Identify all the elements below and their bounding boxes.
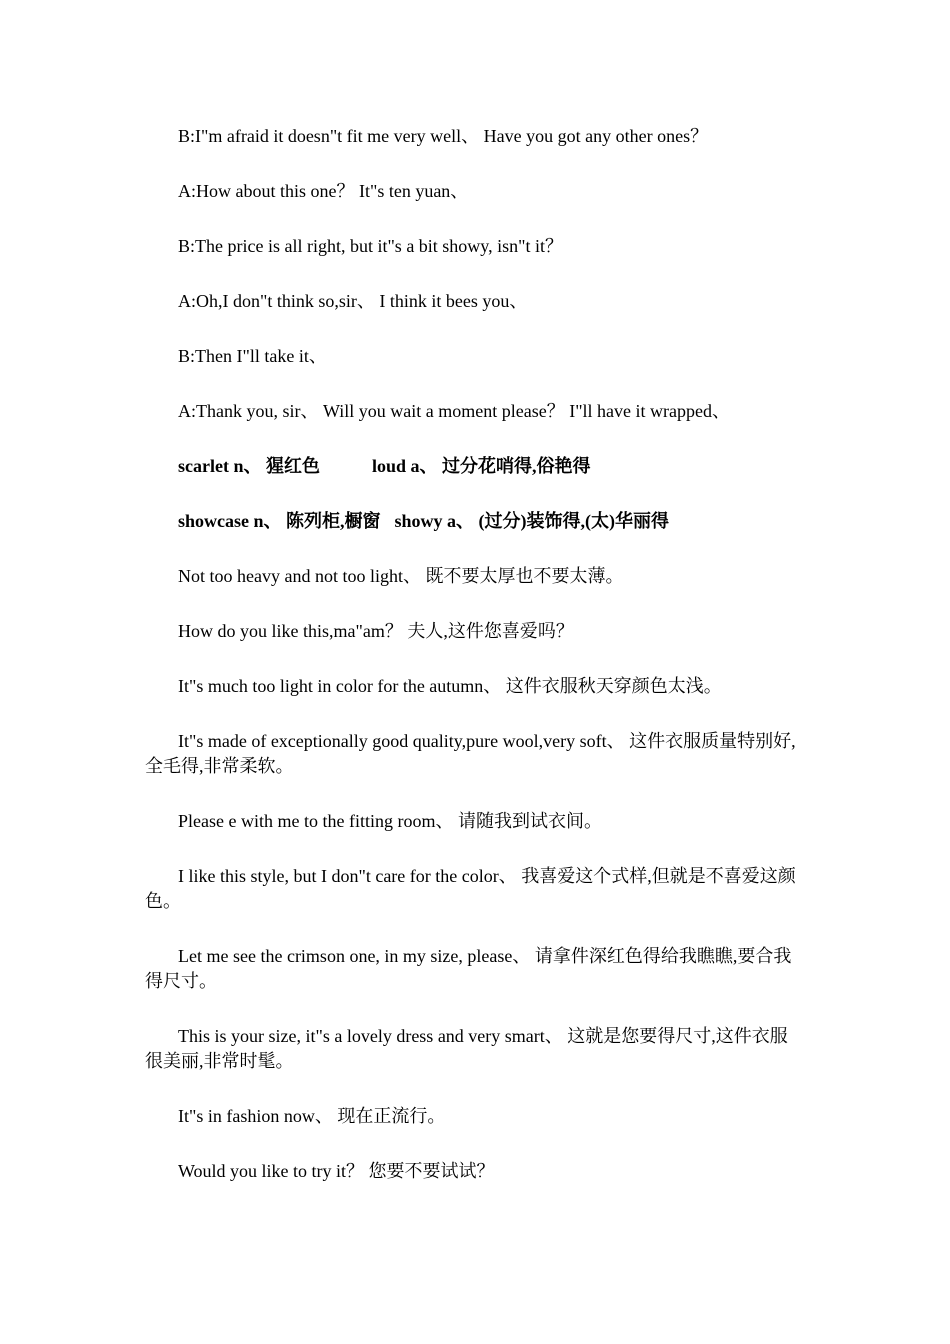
phrase-line: Not too heavy and not too light、 既不要太厚也不要太薄。 <box>178 566 624 586</box>
phrase-line: It"s much too light in color for the autumn、 这件衣服秋天穿颜色太浅。 <box>178 676 722 696</box>
vocab-line <box>145 454 800 479</box>
vocab-term: scarlet n、 猩红色 <box>178 456 320 476</box>
dialogue-line: A:Thank you, sir、 Will you wait a moment please？ I"ll have it wrapped、 <box>178 401 730 421</box>
phrase-line: It"s made of exceptionally good quality,pure wool,very soft、 这件衣服质量特别好,全毛得,非常柔软。 <box>145 731 796 776</box>
vocab-term: loud a、 过分花哨得,俗艳得 <box>371 456 591 476</box>
phrase-line: Let me see the crimson one, in my size, please、 请拿件深红色得给我瞧瞧,要合我得尺寸。 <box>145 946 792 991</box>
phrase-line: Would you like to try it？ 您要不要试试？ <box>178 1161 495 1181</box>
vocab-line <box>145 509 800 534</box>
dialogue-line: A:How about this one？ It"s ten yuan、 <box>178 181 469 201</box>
phrase-line: I like this style, but I don"t care for the color、 我喜爱这个式样,但就是不喜爱这颜色。 <box>145 866 796 911</box>
phrase-line: Please e with me to the fitting room、 请随我到试衣间。 <box>178 811 602 831</box>
dialogue-line: A:Oh,I don"t think so,sir、 I think it bees you、 <box>178 291 528 311</box>
phrase-line: This is your size, it"s a lovely dress and very smart、 这就是您要得尺寸,这件衣服很美丽,非常时髦。 <box>145 1026 788 1071</box>
dialogue-line: B:Then I"ll take it、 <box>178 346 327 366</box>
vocab-term: showy a、 (过分)装饰得,(太)华丽得 <box>394 511 670 531</box>
vocab-term: showcase n、 陈列柜,橱窗 <box>178 511 381 531</box>
phrase-line: How do you like this,ma"am？ 夫人,这件您喜爱吗？ <box>178 621 574 641</box>
dialogue-line: B:I"m afraid it doesn"t fit me very well、 Have you got any other ones？ <box>178 126 709 146</box>
document-page <box>145 124 800 1214</box>
dialogue-line: B:The price is all right, but it"s a bit showy, isn"t it？ <box>178 236 563 256</box>
phrase-line: It"s in fashion now、 现在正流行。 <box>178 1106 446 1126</box>
